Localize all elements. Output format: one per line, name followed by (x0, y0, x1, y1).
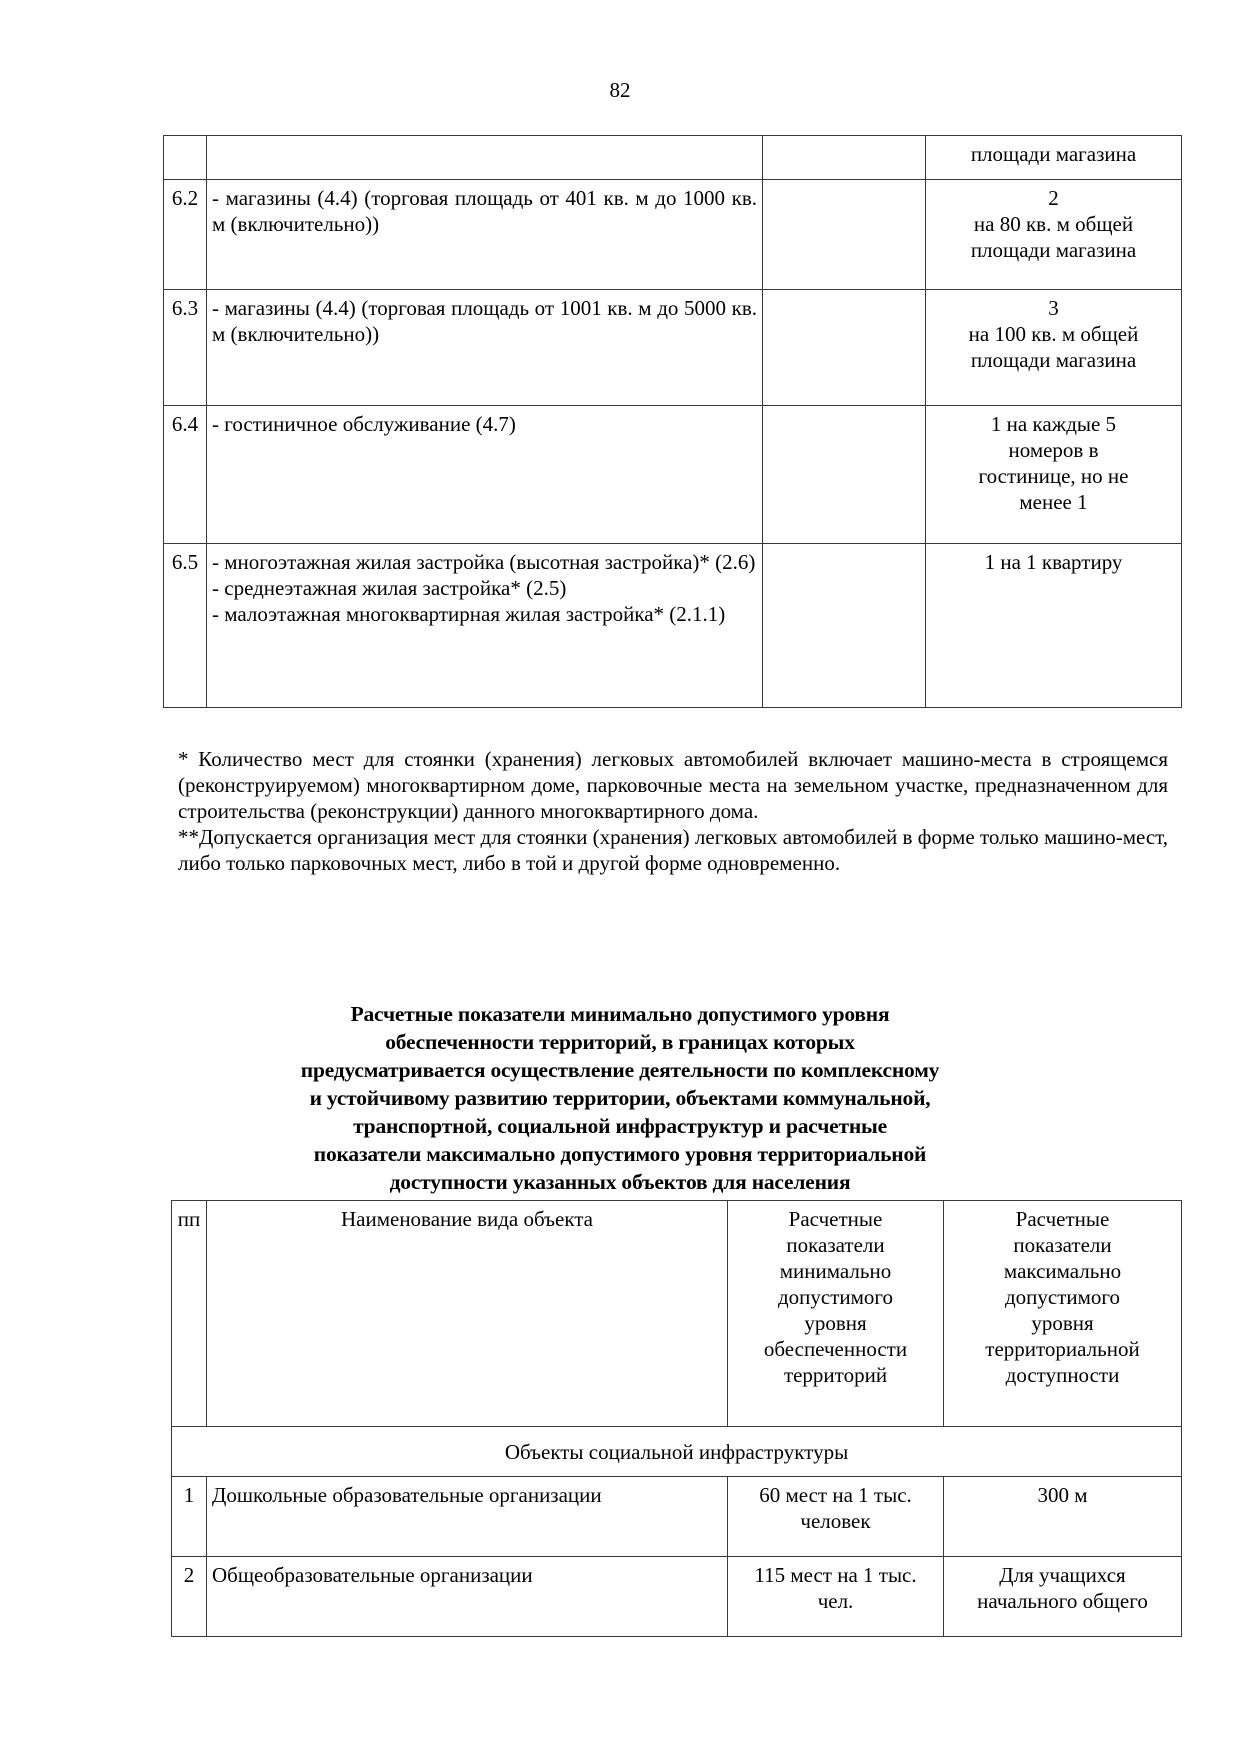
page-number: 82 (609, 78, 631, 102)
table-row (164, 544, 1182, 708)
header-pp: пп (172, 1201, 207, 1427)
table-row (172, 1477, 1182, 1557)
parking-value: 3 на 100 кв. м общей площади магазина (926, 290, 1182, 406)
header-min-level: Расчетные показатели минимально допустимого уровня обеспеченности территорий (728, 1201, 944, 1427)
empty-cell (763, 406, 926, 544)
parking-value: 1 на каждые 5 номеров в гостинице, но не менее 1 (926, 406, 1182, 544)
parking-norms-table (163, 135, 1182, 708)
indicators-table (171, 1200, 1182, 1637)
section-heading: Расчетные показатели минимально допустимого уровня обеспеченности территорий, в границах которых предусматривается осуществление деятельности по комплексному и устойчивому развитию территории, объектами коммунальной, транспортной, социальной инфраструктур и расчетные показатели максимально допустимого уровня территориальной доступности указанных объектов для населения (300, 1002, 940, 1194)
row-number (164, 136, 207, 180)
object-type: - магазины (4.4) (торговая площадь от 1001 кв. м до 5000 кв. м (включительно)) (207, 290, 763, 406)
table-row (164, 180, 1182, 290)
table-row (172, 1557, 1182, 1637)
min-level-value: 60 мест на 1 тыс. человек (728, 1477, 944, 1557)
object-type: - гостиничное обслуживание (4.7) (207, 406, 763, 544)
max-accessibility-value: Для учащихся начального общего (944, 1557, 1182, 1637)
object-name: Дошкольные образовательные организации (207, 1477, 728, 1557)
row-number: 6.5 (164, 544, 207, 708)
empty-cell (763, 180, 926, 290)
object-type: - многоэтажная жилая застройка (высотная застройка)* (2.6) - среднеэтажная жилая застройка* (2.5) - малоэтажная многоквартирная жилая застройка* (2.1.1) (207, 544, 763, 708)
footnotes (178, 746, 1168, 876)
footnote-single-asterisk: * Количество мест для стоянки (хранения) легковых автомобилей включает машино-места в строящемся (реконструируемом) многоквартирном доме, парковочные места на земельном участке, предназначенном для строительства (реконструкции) данного многоквартирного дома. (178, 747, 1168, 823)
object-type (207, 136, 763, 180)
row-number: 6.2 (164, 180, 207, 290)
parking-value: 1 на 1 квартиру (926, 544, 1182, 708)
header-object-name: Наименование вида объекта (207, 1201, 728, 1427)
table-row (164, 136, 1182, 180)
row-number: 6.3 (164, 290, 207, 406)
object-type: - магазины (4.4) (торговая площадь от 401 кв. м до 1000 кв. м (включительно)) (207, 180, 763, 290)
section-label: Объекты социальной инфраструктуры (172, 1427, 1182, 1477)
row-number: 6.4 (164, 406, 207, 544)
header-max-accessibility: Расчетные показатели максимально допустимого уровня территориальной доступности (944, 1201, 1182, 1427)
empty-cell (763, 136, 926, 180)
row-number: 1 (172, 1477, 207, 1557)
footnote-double-asterisk: **Допускается организация мест для стоянки (хранения) легковых автомобилей в форме только машино-мест, либо только парковочных мест, либо в той и другой форме одновременно. (178, 825, 1168, 875)
row-number: 2 (172, 1557, 207, 1637)
min-level-value: 115 мест на 1 тыс. чел. (728, 1557, 944, 1637)
empty-cell (763, 290, 926, 406)
parking-value: площади магазина (926, 136, 1182, 180)
table-row (164, 406, 1182, 544)
max-accessibility-value: 300 м (944, 1477, 1182, 1557)
empty-cell (763, 544, 926, 708)
table-row (164, 290, 1182, 406)
table-header-row (172, 1201, 1182, 1427)
parking-value: 2 на 80 кв. м общей площади магазина (926, 180, 1182, 290)
section-row (172, 1427, 1182, 1477)
object-name: Общеобразовательные организации (207, 1557, 728, 1637)
